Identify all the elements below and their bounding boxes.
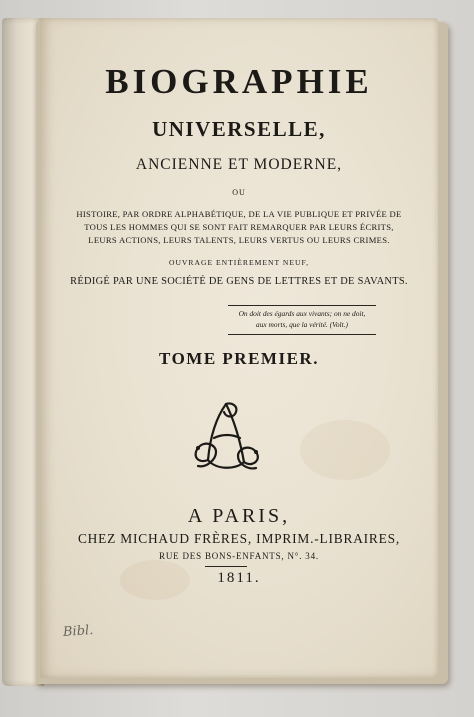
publisher-address: RUE DES BONS-ENFANTS, N°. 34. (159, 551, 319, 561)
description-line-3: LEURS ACTIONS, LEURS TALENTS, LEURS VERTUS OU LEURS CRIMES. (88, 235, 390, 245)
description-line-2: TOUS LES HOMMES QUI SE SONT FAIT REMARQUER PAR LEURS ÉCRITS, (84, 222, 394, 232)
publisher-monogram-icon (186, 398, 266, 478)
volume-label: TOME PREMIER. (159, 349, 319, 368)
ou-conjunction: OU (232, 188, 246, 197)
divider-rule (205, 566, 247, 567)
book-title: BIOGRAPHIE (105, 62, 373, 101)
book-subtitle-2: ANCIENNE ET MODERNE, (135, 156, 343, 173)
description-line-1: HISTOIRE, PAR ORDRE ALPHABÉTIQUE, DE LA VIE PUBLIQUE ET PRIVÉE DE (76, 209, 402, 219)
paper-stain (300, 420, 390, 480)
epigraph-line-1: On doit des égards aux vivants; on ne doit, (238, 309, 366, 318)
publication-year: 1811. (217, 570, 261, 586)
ouvrage-note: OUVRAGE ENTIÈREMENT NEUF, (168, 258, 310, 267)
author-credit: RÉDIGÉ PAR UNE SOCIÉTÉ DE GENS DE LETTRES ET DE SAVANTS. (70, 276, 408, 287)
pencil-annotation: Bibl. (62, 622, 94, 641)
publisher-name: CHEZ MICHAUD FRÈRES, IMPRIM.-LIBRAIRES, (77, 531, 401, 546)
publication-city: A PARIS, (187, 505, 291, 527)
book-subtitle: UNIVERSELLE, (152, 117, 326, 141)
epigraph-line-2: aux morts, que la vérité. (Volt.) (256, 320, 348, 329)
